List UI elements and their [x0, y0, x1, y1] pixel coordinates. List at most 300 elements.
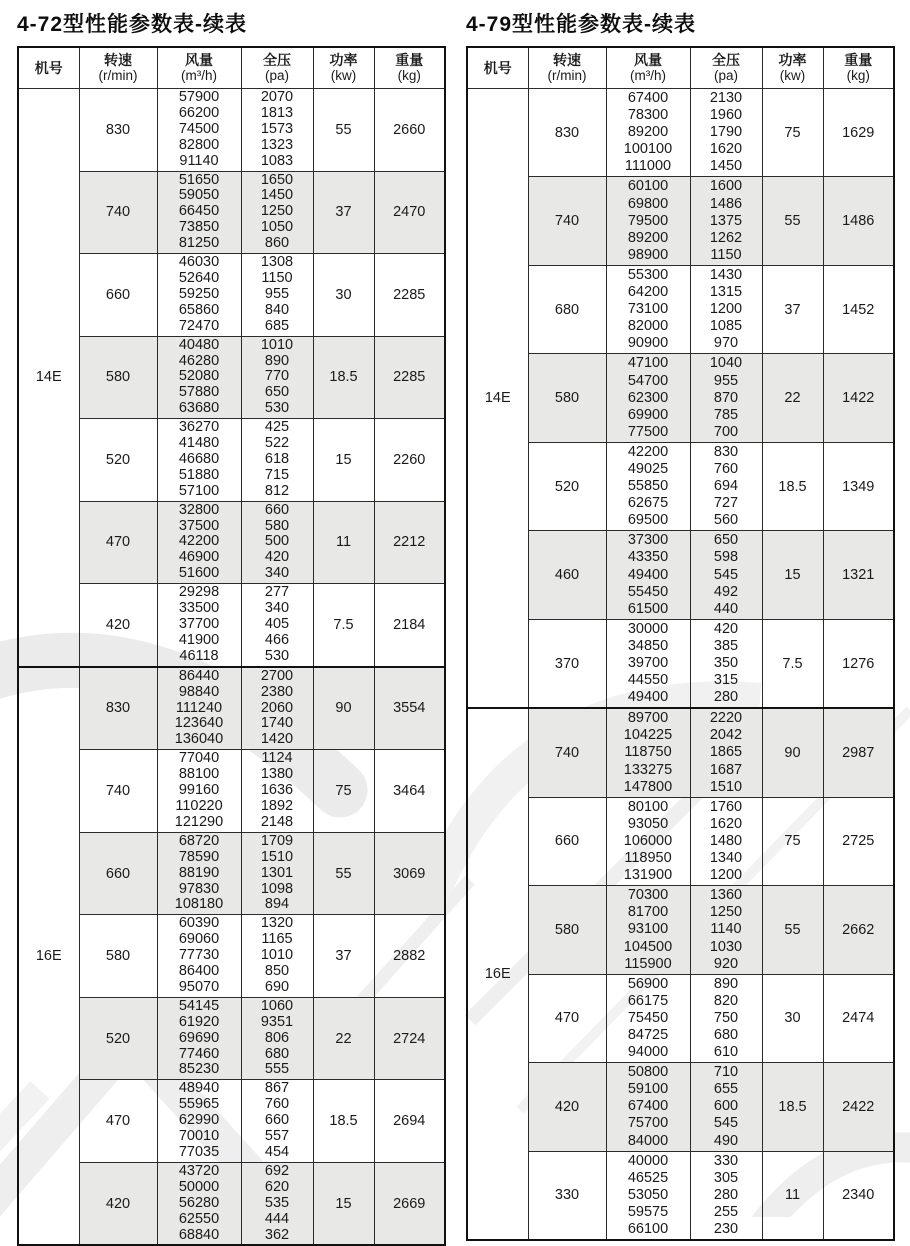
- power-cell: 22: [762, 354, 823, 442]
- speed-cell: 420: [79, 1162, 157, 1245]
- flow-value: 52640: [178, 269, 220, 286]
- weight-cell: 2882: [374, 915, 445, 998]
- column-header-unit: (kw): [330, 68, 357, 83]
- flow-value: 52080: [178, 368, 220, 385]
- flow-value: 33500: [178, 600, 220, 617]
- column-header: [313, 47, 374, 89]
- pressure-value: 770: [264, 368, 290, 385]
- table-4-79-title: 4-79型性能参数表-续表: [466, 13, 697, 36]
- speed-cell: 680: [528, 265, 606, 353]
- flow-value: 57100: [178, 482, 220, 499]
- power-cell: 75: [762, 89, 823, 177]
- column-header-unit: (pa): [713, 68, 738, 83]
- pressure-value: 1360: [709, 887, 743, 904]
- flow-value: 32800: [178, 501, 220, 518]
- speed-cell: 830: [79, 89, 157, 172]
- table-row: [467, 177, 894, 265]
- column-header: [157, 47, 241, 89]
- column-header-label: 机号: [483, 59, 512, 76]
- column-header-label: 全压: [263, 52, 291, 68]
- flow-value: 36270: [178, 419, 220, 436]
- pressure-cell: [690, 797, 762, 885]
- flow-cell: [606, 708, 690, 797]
- power-cell: 11: [762, 1151, 823, 1240]
- pressure-value: 1340: [709, 850, 743, 867]
- flow-cell: [606, 797, 690, 885]
- pressure-value: 405: [264, 616, 290, 632]
- weight-cell: 1452: [823, 265, 894, 353]
- flow-value: 41900: [178, 631, 220, 648]
- weight-cell: 2212: [374, 501, 445, 584]
- weight-cell: 1486: [823, 177, 894, 265]
- flow-value: 70010: [178, 1128, 220, 1145]
- flow-value: 43350: [627, 549, 669, 566]
- pressure-value: 760: [264, 1096, 290, 1113]
- flow-value: 85230: [178, 1061, 220, 1078]
- flow-value: 75700: [627, 1115, 669, 1132]
- pressure-cell: [241, 667, 313, 750]
- pressure-value: 277: [264, 584, 290, 601]
- pressure-value: 545: [713, 1115, 739, 1132]
- pressure-value: 280: [713, 689, 739, 706]
- table-header-row: [18, 47, 445, 89]
- weight-cell: 3554: [374, 667, 445, 750]
- column-header: [467, 47, 528, 89]
- weight-cell: 3464: [374, 750, 445, 833]
- table-4-79: [466, 6, 893, 1246]
- flow-value: 66450: [178, 203, 220, 220]
- flow-value: 70300: [627, 887, 669, 904]
- flow-value: 54700: [627, 372, 669, 389]
- flow-value: 42200: [627, 443, 669, 460]
- pressure-value: 1250: [709, 904, 743, 921]
- flow-cell: [157, 419, 241, 502]
- flow-value: 46118: [179, 647, 219, 664]
- table-row: [467, 974, 894, 1062]
- pressure-value: 522: [264, 435, 290, 452]
- pressure-value: 1510: [709, 778, 743, 795]
- weight-cell: 2694: [374, 1080, 445, 1163]
- flow-value: 111000: [624, 158, 672, 175]
- flow-value: 100100: [623, 141, 673, 158]
- pressure-value: 500: [264, 533, 290, 550]
- pressure-value: 890: [264, 352, 290, 369]
- table-row: [467, 1151, 894, 1240]
- header-row: [18, 47, 445, 89]
- table-row: [18, 171, 445, 254]
- speed-cell: 520: [79, 997, 157, 1080]
- speed-cell: 660: [79, 254, 157, 337]
- pressure-value: 530: [264, 647, 290, 664]
- flow-value: 118950: [624, 850, 672, 867]
- pressure-cell: [241, 1162, 313, 1245]
- pressure-value: 1040: [709, 355, 743, 372]
- flow-value: 77730: [178, 947, 220, 964]
- pressure-value: 1865: [709, 744, 743, 761]
- flow-value: 66200: [178, 104, 220, 121]
- pressure-value: 1308: [260, 254, 294, 271]
- column-header: [241, 47, 313, 89]
- table-row: [18, 750, 445, 833]
- flow-value: 67400: [627, 90, 669, 106]
- flow-value: 78590: [178, 848, 220, 865]
- flow-value: 57900: [178, 89, 220, 105]
- pressure-cell: [690, 1063, 762, 1151]
- table-row: [18, 584, 445, 667]
- table-row: [467, 89, 894, 177]
- flow-cell: [606, 619, 690, 708]
- pressure-value: 2700: [260, 667, 294, 684]
- pressure-value: 806: [264, 1029, 290, 1046]
- flow-value: 147800: [623, 778, 673, 795]
- flow-value: 81250: [178, 235, 220, 252]
- pressure-value: 9351: [260, 1013, 294, 1030]
- flow-value: 44550: [627, 672, 669, 689]
- table-row: [18, 997, 445, 1080]
- speed-cell: 330: [528, 1151, 606, 1240]
- flow-value: 133275: [623, 761, 673, 778]
- flow-cell: [157, 584, 241, 667]
- flow-value: 123640: [174, 715, 224, 732]
- performance-table-4-79: [466, 46, 895, 1241]
- table-row: [18, 336, 445, 419]
- pressure-value: 850: [264, 963, 290, 980]
- flow-value: 66175: [627, 992, 669, 1009]
- power-cell: 7.5: [313, 584, 374, 667]
- weight-cell: 1321: [823, 531, 894, 619]
- weight-cell: 2340: [823, 1151, 894, 1240]
- pressure-cell: [241, 89, 313, 172]
- pressure-cell: [241, 336, 313, 419]
- pressure-cell: [690, 1151, 762, 1240]
- pressure-value: 1083: [260, 152, 294, 169]
- power-cell: 37: [313, 915, 374, 998]
- flow-value: 77040: [178, 750, 220, 767]
- power-cell: 15: [313, 419, 374, 502]
- pressure-value: 1165: [261, 931, 293, 948]
- pressure-cell: [241, 254, 313, 337]
- pressure-cell: [690, 708, 762, 797]
- flow-value: 84000: [627, 1132, 669, 1149]
- column-header: [374, 47, 445, 89]
- flow-value: 89700: [627, 710, 669, 727]
- pressure-value: 1892: [260, 797, 294, 814]
- pressure-cell: [241, 419, 313, 502]
- flow-value: 89200: [627, 229, 669, 246]
- column-header-unit: (r/min): [547, 68, 587, 83]
- weight-cell: 2470: [374, 171, 445, 254]
- pressure-value: 1010: [260, 336, 294, 353]
- pressure-value: 1600: [709, 178, 743, 195]
- column-header-unit: (m³/h): [181, 68, 217, 83]
- pressure-value: 560: [713, 512, 739, 529]
- table-row: [467, 354, 894, 442]
- flow-cell: [157, 89, 241, 172]
- pressure-value: 870: [713, 389, 739, 406]
- flow-value: 51600: [178, 565, 220, 582]
- column-header-label: 全压: [712, 52, 740, 68]
- flow-value: 56280: [178, 1194, 220, 1211]
- flow-value: 37500: [178, 517, 220, 534]
- flow-value: 65860: [178, 301, 220, 318]
- pressure-value: 2070: [260, 89, 294, 105]
- speed-cell: 470: [79, 501, 157, 584]
- pressure-value: 2380: [260, 683, 294, 700]
- flow-value: 75450: [627, 1009, 669, 1026]
- weight-cell: 2260: [374, 419, 445, 502]
- pressure-value: 255: [713, 1203, 739, 1220]
- pressure-value: 830: [713, 443, 739, 460]
- flow-value: 56900: [627, 975, 669, 992]
- weight-cell: 2184: [374, 584, 445, 667]
- flow-value: 46280: [178, 352, 220, 369]
- table-row: [18, 832, 445, 915]
- flow-value: 34850: [627, 637, 669, 654]
- flow-value: 93100: [627, 921, 669, 938]
- speed-cell: 740: [528, 708, 606, 797]
- column-header: [762, 47, 823, 89]
- pressure-value: 535: [264, 1194, 290, 1211]
- pressure-value: 1636: [260, 782, 294, 799]
- flow-value: 69800: [627, 195, 669, 212]
- pressure-value: 1200: [709, 867, 743, 884]
- pressure-value: 545: [713, 566, 739, 583]
- pressure-value: 1262: [709, 229, 743, 246]
- pressure-value: 454: [264, 1144, 290, 1160]
- power-cell: 37: [762, 265, 823, 353]
- pressure-value: 362: [264, 1226, 290, 1243]
- weight-cell: 1276: [823, 619, 894, 708]
- pressure-value: 694: [713, 478, 739, 495]
- header-row: [467, 47, 894, 89]
- column-header-unit: (kg): [846, 68, 870, 83]
- flow-cell: [606, 177, 690, 265]
- pressure-value: 350: [713, 655, 739, 671]
- power-cell: 75: [762, 797, 823, 885]
- pressure-value: 420: [713, 620, 739, 637]
- flow-value: 40000: [627, 1152, 669, 1169]
- weight-cell: 2669: [374, 1162, 445, 1245]
- flow-value: 49400: [627, 566, 669, 583]
- column-header-unit: (pa): [264, 68, 289, 83]
- pressure-value: 580: [264, 517, 290, 534]
- pressure-value: 685: [264, 317, 290, 334]
- speed-cell: 520: [528, 442, 606, 530]
- pressure-value: 750: [713, 1009, 739, 1026]
- model-cell: 16E: [18, 667, 79, 1246]
- column-header: [18, 47, 79, 89]
- pressure-cell: [690, 89, 762, 177]
- pressure-value: 690: [264, 978, 290, 995]
- weight-cell: 2285: [374, 336, 445, 419]
- column-header-label: 转速: [104, 52, 132, 68]
- pressure-value: 598: [713, 549, 739, 566]
- pressure-value: 1250: [260, 203, 294, 220]
- pressure-value: 680: [264, 1045, 290, 1062]
- flow-cell: [157, 1080, 241, 1163]
- pressure-value: 840: [264, 301, 290, 318]
- column-header-label: 功率: [778, 52, 807, 68]
- pressure-value: 618: [264, 450, 290, 467]
- pressure-cell: [690, 619, 762, 708]
- pressure-value: 1620: [709, 815, 743, 832]
- flow-value: 88190: [178, 864, 220, 881]
- pressure-value: 1050: [260, 219, 294, 236]
- speed-cell: 660: [528, 797, 606, 885]
- weight-cell: 2422: [823, 1063, 894, 1151]
- pressure-cell: [241, 1080, 313, 1163]
- pressure-value: 860: [264, 235, 290, 252]
- speed-cell: 580: [79, 915, 157, 998]
- flow-value: 77460: [178, 1045, 220, 1062]
- weight-cell: 2987: [823, 708, 894, 797]
- pressure-value: 1315: [709, 284, 743, 301]
- flow-value: 84725: [627, 1026, 669, 1043]
- flow-cell: [606, 442, 690, 530]
- pressure-value: 955: [713, 372, 739, 389]
- performance-table-4-72: [17, 46, 446, 1246]
- power-cell: 22: [313, 997, 374, 1080]
- flow-value: 51650: [178, 171, 220, 188]
- pressure-cell: [241, 915, 313, 998]
- pressure-value: 727: [713, 495, 739, 512]
- flow-value: 104500: [623, 938, 673, 955]
- pressure-value: 820: [713, 992, 739, 1009]
- pressure-value: 890: [713, 975, 739, 992]
- flow-value: 60390: [178, 915, 220, 932]
- pressure-value: 655: [713, 1081, 739, 1098]
- pressure-value: 2060: [260, 699, 294, 716]
- weight-cell: 2285: [374, 254, 445, 337]
- table-row: [18, 89, 445, 172]
- pressure-value: 444: [264, 1210, 290, 1227]
- power-cell: 55: [313, 89, 374, 172]
- model-cell: 14E: [467, 89, 528, 709]
- column-header-unit: (kw): [779, 68, 806, 83]
- pressure-value: 1480: [709, 832, 743, 849]
- power-cell: 55: [762, 177, 823, 265]
- pressure-value: 1098: [260, 880, 294, 897]
- table-header-row: [467, 47, 894, 89]
- flow-value: 115900: [624, 955, 672, 972]
- flow-value: 50000: [178, 1178, 220, 1195]
- flow-value: 69900: [627, 406, 669, 423]
- table-row: [18, 501, 445, 584]
- pressure-value: 785: [713, 406, 739, 423]
- pressure-value: 2148: [260, 813, 294, 830]
- table-row: [18, 915, 445, 998]
- pressure-value: 1430: [709, 266, 743, 283]
- flow-value: 62300: [627, 389, 669, 406]
- table-row: [467, 265, 894, 353]
- pressure-value: 867: [264, 1080, 290, 1097]
- weight-cell: 1629: [823, 89, 894, 177]
- pressure-value: 692: [264, 1162, 290, 1179]
- flow-cell: [606, 886, 690, 974]
- flow-value: 41480: [178, 435, 220, 452]
- column-header-unit: (kg): [397, 68, 421, 83]
- pressure-value: 330: [713, 1152, 739, 1169]
- pressure-value: 1450: [260, 187, 294, 204]
- flow-value: 61500: [627, 600, 669, 617]
- flow-cell: [157, 1162, 241, 1245]
- speed-cell: 740: [79, 171, 157, 254]
- flow-value: 108180: [174, 896, 224, 913]
- flow-value: 42200: [178, 533, 220, 550]
- pressure-cell: [241, 171, 313, 254]
- flow-value: 40480: [178, 336, 220, 353]
- pressure-value: 650: [713, 532, 739, 549]
- column-header-unit: (r/min): [98, 68, 138, 83]
- column-header-label: 机号: [34, 59, 63, 76]
- weight-cell: 1422: [823, 354, 894, 442]
- pressure-value: 1150: [261, 269, 293, 286]
- table-row: [18, 667, 445, 750]
- pressure-value: 530: [264, 400, 290, 417]
- table-row: [467, 619, 894, 708]
- pressure-value: 1486: [709, 195, 743, 212]
- table-row: [467, 531, 894, 619]
- pressure-value: 1790: [709, 124, 743, 141]
- flow-value: 111240: [175, 699, 223, 716]
- flow-value: 61920: [178, 1013, 220, 1030]
- flow-value: 69500: [627, 512, 669, 529]
- pressure-value: 425: [264, 419, 290, 436]
- pressure-value: 1060: [260, 997, 294, 1014]
- flow-value: 62550: [178, 1210, 220, 1227]
- column-header: [528, 47, 606, 89]
- speed-cell: 830: [79, 667, 157, 750]
- flow-value: 88100: [178, 766, 220, 783]
- flow-value: 72470: [178, 317, 220, 334]
- flow-value: 47100: [627, 355, 669, 372]
- flow-value: 30000: [627, 620, 669, 637]
- flow-value: 48940: [178, 1080, 220, 1097]
- speed-cell: 420: [79, 584, 157, 667]
- pressure-cell: [690, 974, 762, 1062]
- pressure-value: 620: [264, 1178, 290, 1195]
- speed-cell: 580: [528, 354, 606, 442]
- column-header-label: 转速: [553, 52, 581, 68]
- model-cell: 14E: [18, 89, 79, 667]
- flow-value: 66100: [627, 1221, 669, 1237]
- pressure-value: 2220: [709, 710, 743, 727]
- power-cell: 90: [313, 667, 374, 750]
- column-header-label: 风量: [185, 52, 213, 68]
- flow-value: 37700: [178, 616, 220, 632]
- pressure-cell: [690, 442, 762, 530]
- pressure-value: 1960: [709, 107, 743, 124]
- flow-value: 136040: [174, 731, 224, 748]
- pressure-value: 955: [264, 285, 290, 302]
- pressure-value: 680: [713, 1026, 739, 1043]
- flow-value: 86400: [178, 963, 220, 980]
- flow-value: 78300: [627, 107, 669, 124]
- flow-value: 131900: [623, 867, 673, 884]
- flow-value: 59575: [627, 1203, 669, 1220]
- power-cell: 18.5: [313, 1080, 374, 1163]
- pressure-value: 305: [713, 1169, 739, 1186]
- flow-value: 29298: [178, 584, 220, 601]
- flow-value: 46525: [627, 1169, 669, 1186]
- flow-cell: [157, 750, 241, 833]
- flow-value: 55850: [627, 478, 669, 495]
- pressure-value: 710: [713, 1064, 739, 1081]
- flow-value: 74500: [178, 120, 220, 137]
- pressure-cell: [241, 997, 313, 1080]
- pressure-value: 1573: [260, 120, 294, 137]
- column-header-label: 重量: [844, 52, 873, 68]
